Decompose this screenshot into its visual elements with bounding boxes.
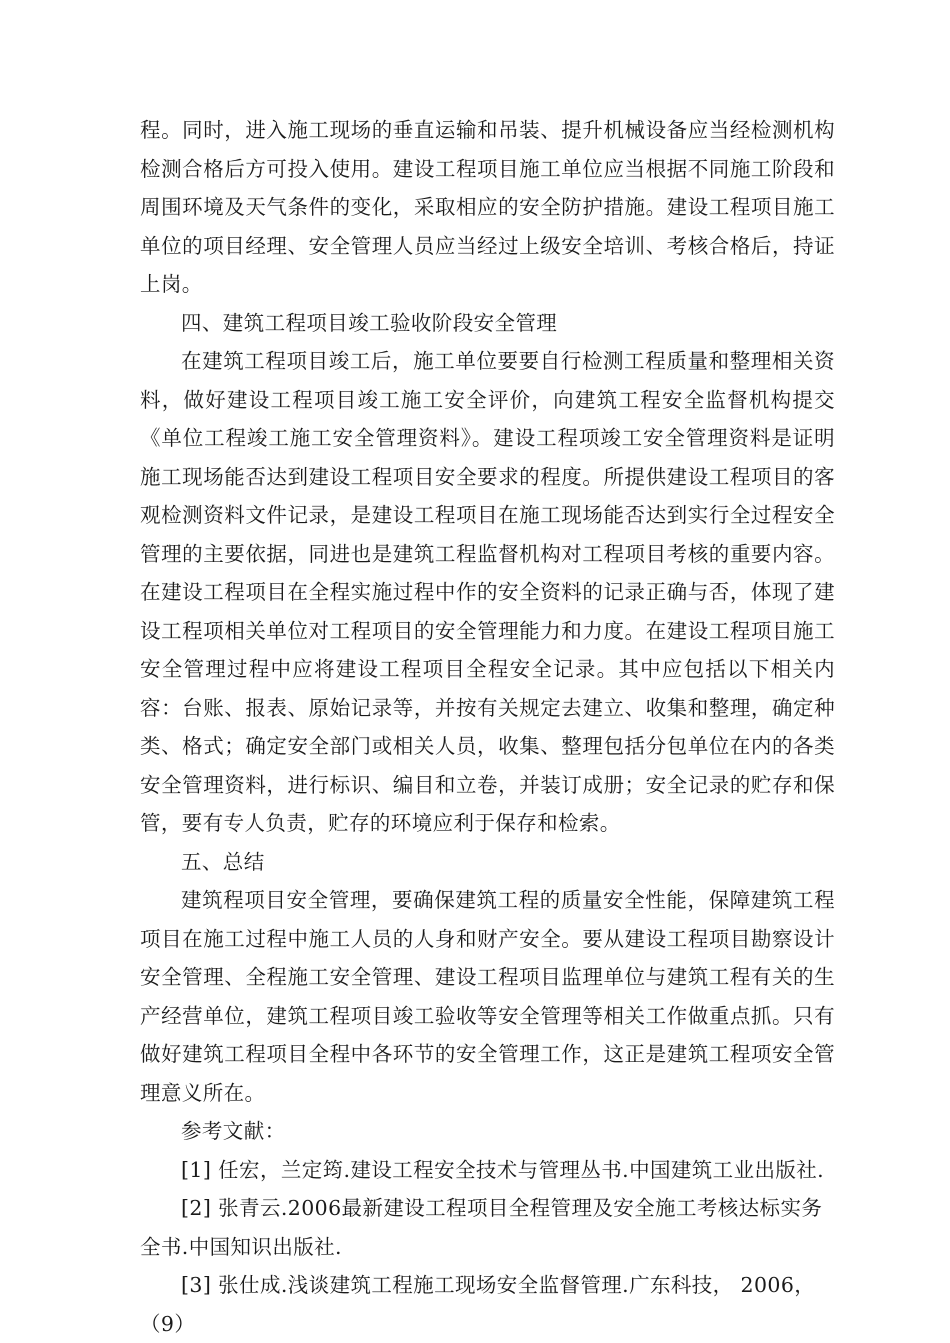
references-heading: 参考文献： [181,1119,286,1143]
reference-item: [3] 张仕成.浅谈建筑工程施工现场安全监督管理.广东科技， 2006，（9） [140,1273,816,1336]
reference-item: [2] 张青云.2006最新建设工程项目全程管理及安全施工考核达标实务全书.中国知识出版社. [140,1196,823,1259]
paragraph-continued: 程。同时，进入施工现场的垂直运输和吊装、提升机械设备应当经检测机构检测合格后方可投入使用。建设工程项目施工单位应当根据不同施工阶段和周围环境及天气条件的变化，采取相应的安全防护措施。建设工程项目施工单位的项目经理、安全管理人员应当经过上级安全培训、考核合格后，持证上岗。 [140,118,835,296]
paragraph-summary: 建筑程项目安全管理，要确保建筑工程的质量安全性能，保障建筑工程项目在施工过程中施工人员的人身和财产安全。要从建设工程项目勘察设计安全管理、全程施工安全管理、建设工程项目监理单位与建筑工程有关的生产经营单位，建筑工程项目竣工验收等安全管理等相关工作做重点抓。只有做好建筑工程项目全程中各环节的安全管理工作，这正是建筑工程项安全管理意义所在。 [140,888,835,1105]
section-heading-summary: 五、总结 [181,849,265,874]
section-heading-acceptance: 四、建筑工程项目竣工验收阶段安全管理 [181,310,558,335]
document-body [140,111,835,1343]
reference-item: [1] 任宏，兰定筠.建设工程安全技术与管理丛书.中国建筑工业出版社. [181,1157,825,1182]
paragraph-acceptance: 在建筑工程项目竣工后，施工单位要要自行检测工程质量和整理相关资料，做好建设工程项目竣工施工安全评价，向建筑工程安全监督机构提交《单位工程竣工施工安全管理资料》。建设工程项竣工安全管理资料是证明施工现场能否达到建设工程项目安全要求的程度。所提供建设工程项目的客观检测资料文件记录，是建设工程项目在施工现场能否达到实行全过程安全管理的主要依据，同进也是建筑工程监督机构对工程项目考核的重要内容。在建设工程项目在全程实施过程中作的安全资料的记录正确与否，体现了建设工程项相关单位对工程项目的安全管理能力和力度。在建设工程项目施工安全管理过程中应将建设工程项目全程安全记录。其中应包括以下相关内容：台账、报表、原始记录等，并按有关规定去建立、收集和整理，确定种类、格式；确定安全部门或相关人员，收集、整理包括分包单位在内的各类安全管理资料，进行标识、编目和立卷，并装订成册；安全记录的贮存和保管，要有专人负责，贮存的环境应利于保存和检索。 [140,349,835,835]
